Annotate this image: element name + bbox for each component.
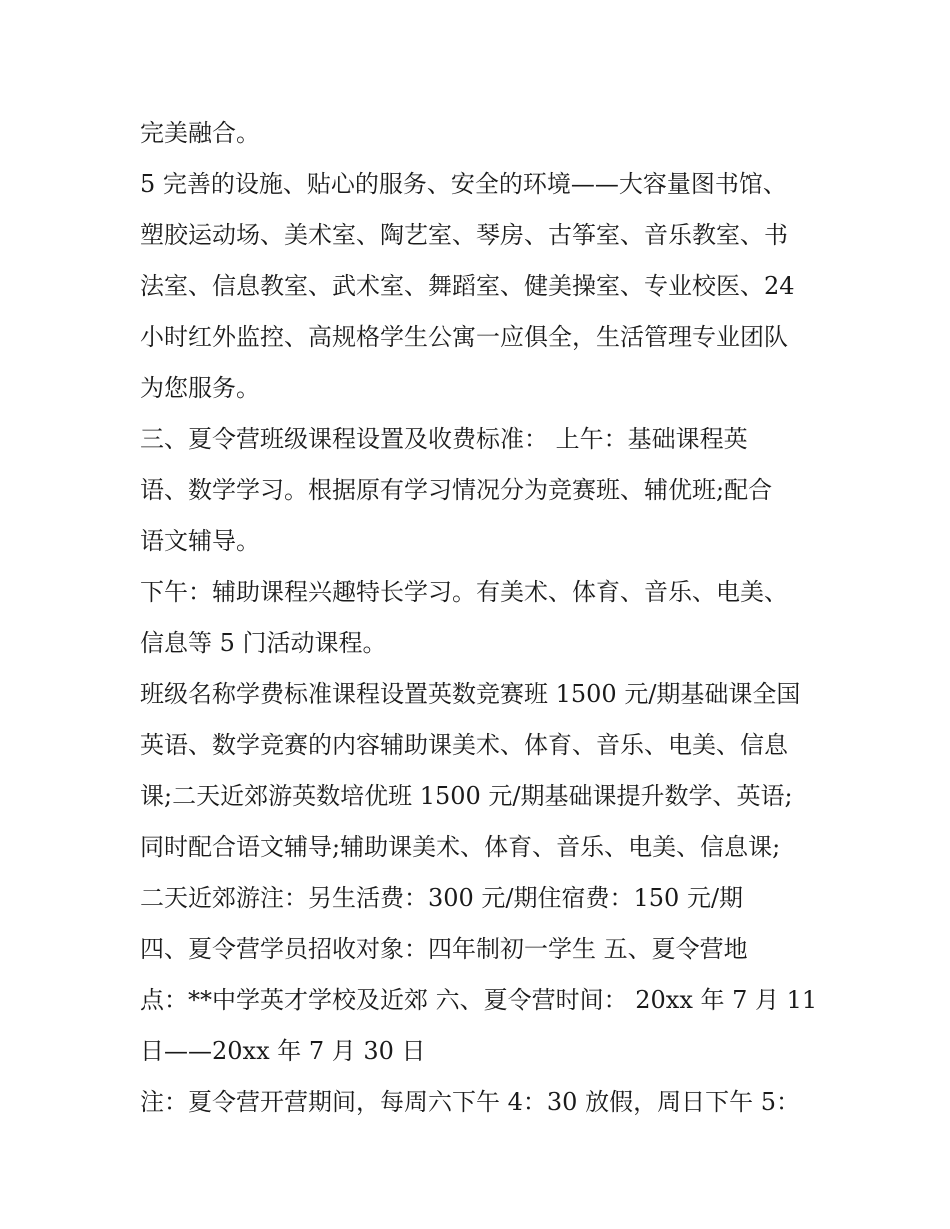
text-line: 语、数学学习。根据原有学习情况分为竞赛班、辅优班;配合 [140, 476, 773, 504]
text-line: 小时红外监控、高规格学生公寓一应俱全，生活管理专业团队 [140, 323, 788, 351]
text-line: 法室、信息教室、武术室、舞蹈室、健美操室、专业校医、24 [140, 272, 795, 300]
text-line: 点：**中学英才学校及近郊 六、夏令营时间： 20xx 年 7 月 11 [140, 986, 818, 1014]
text-line: 二天近郊游注：另生活费：300 元/期住宿费：150 元/期 [140, 884, 744, 912]
text-line: 四、夏令营学员招收对象：四年制初一学生 五、夏令营地 [140, 935, 748, 963]
text-line: 下午：辅助课程兴趣特长学习。有美术、体育、音乐、电美、 [140, 578, 788, 606]
document-body [140, 108, 830, 1128]
text-line: 班级名称学费标准课程设置英数竞赛班 1500 元/期基础课全国 [140, 680, 801, 708]
text-line: 日——20xx 年 7 月 30 日 [140, 1037, 426, 1065]
text-line: 5 完善的设施、贴心的服务、安全的环境——大容量图书馆、 [140, 170, 787, 198]
text-line: 英语、数学竞赛的内容辅助课美术、体育、音乐、电美、信息 [140, 731, 788, 759]
text-line: 语文辅导。 [140, 527, 260, 555]
text-line: 为您服务。 [140, 374, 260, 402]
text-line: 完美融合。 [140, 119, 260, 147]
text-line: 课;二天近郊游英数培优班 1500 元/期基础课提升数学、英语; [140, 782, 793, 810]
text-line: 信息等 5 门活动课程。 [140, 629, 387, 657]
text-line: 注：夏令营开营期间，每周六下午 4：30 放假，周日下午 5： [140, 1088, 800, 1116]
text-line: 三、夏令营班级课程设置及收费标准： 上午：基础课程英 [140, 425, 748, 453]
text-line: 同时配合语文辅导;辅助课美术、体育、音乐、电美、信息课; [140, 833, 781, 861]
text-line: 塑胶运动场、美术室、陶艺室、琴房、古筝室、音乐教室、书 [140, 221, 788, 249]
